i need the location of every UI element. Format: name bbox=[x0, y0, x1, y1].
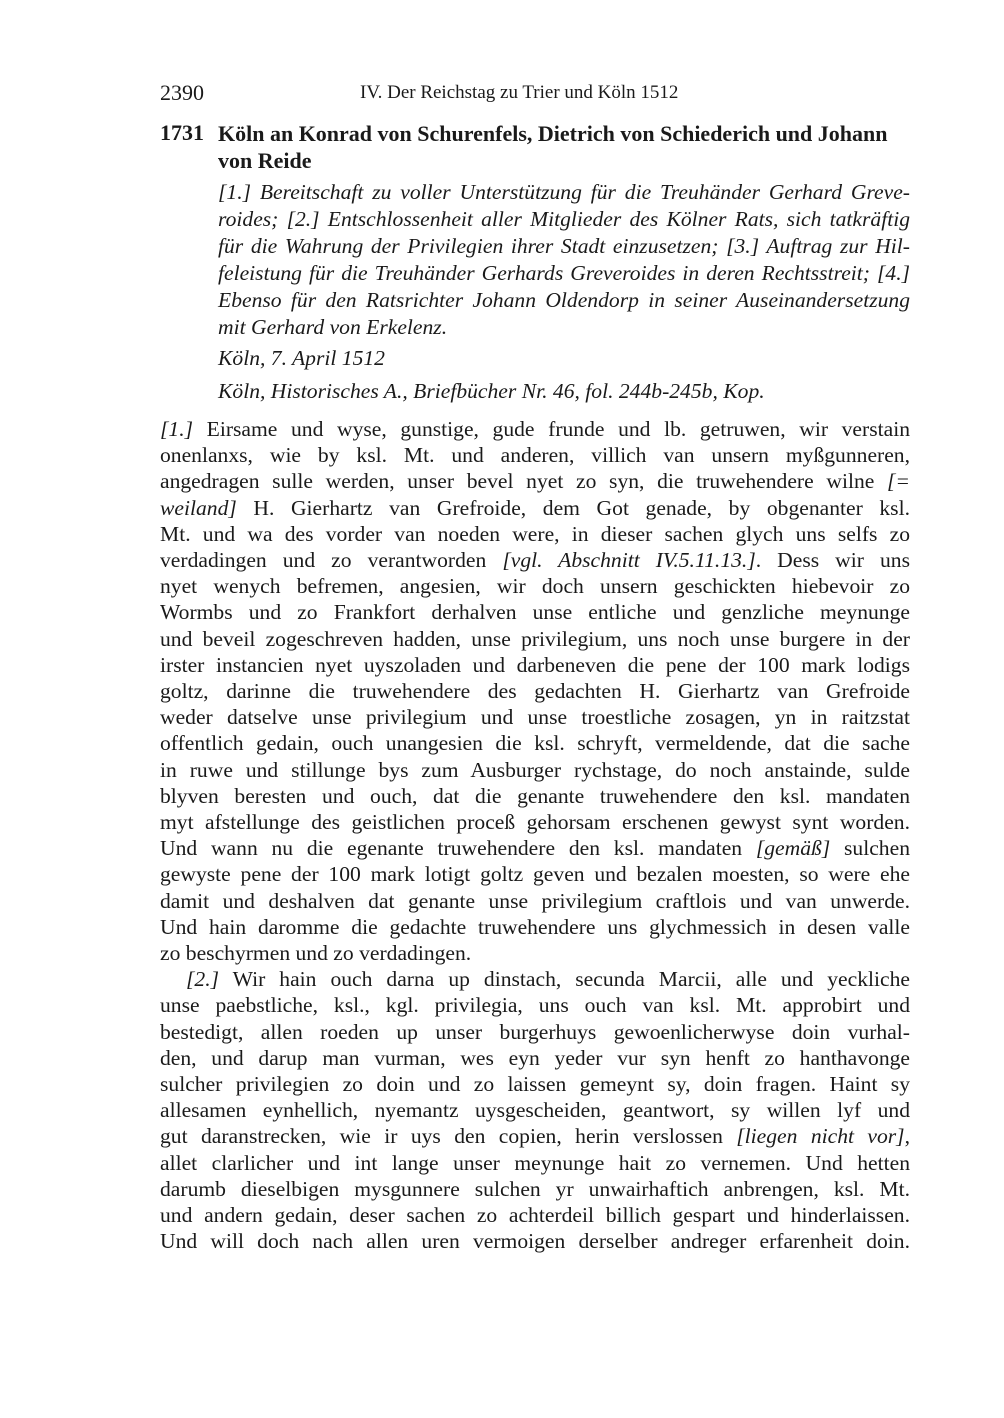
regest-line: Ebenso für den Ratsrichter Johann Oldendorp in seiner Auseinandersetzung bbox=[218, 288, 910, 312]
text-segment: weder datselve unse privilegium und unse troestliche zosagen, yn in raitzstat bbox=[160, 705, 910, 730]
text-segment: und beveil zogeschreven hadden, unse privilegium, uns noch unse burgere in der bbox=[160, 626, 910, 651]
body-line bbox=[160, 627, 910, 652]
body-line bbox=[160, 1046, 910, 1071]
body-line bbox=[160, 941, 910, 966]
text-segment: angedragen sulle werden, unser bevel nyet zo syn, die truwehendere wilne bbox=[160, 469, 888, 494]
text-segment: blyven beresten und ouch, dat die genante truwehendere den ksl. mandaten bbox=[160, 783, 910, 808]
body-line bbox=[160, 1020, 910, 1045]
text-segment: Mt. und wa des vorder van noeden were, in dieser sachen glych uns selfs zo bbox=[160, 521, 910, 546]
body-line bbox=[160, 836, 910, 861]
text-segment: irster instancien nyet uyszoladen und darbeneven die pene der 100 mark lodigs bbox=[160, 652, 910, 677]
regest-line: feleistung für die Treuhänder Gerhards Greveroides in deren Rechtsstreit; [4.] bbox=[218, 261, 910, 285]
editorial-note: weiland] bbox=[160, 495, 237, 520]
body-line bbox=[160, 731, 910, 756]
text-segment: H. Gierhartz van Grefroide, dem Got genade, by obgenanter ksl. bbox=[236, 495, 910, 520]
body-line bbox=[160, 993, 910, 1018]
text-segment: , bbox=[904, 1124, 910, 1149]
body-line bbox=[160, 600, 910, 625]
page-number: 2390 bbox=[160, 80, 204, 105]
entry-number: 1731 bbox=[160, 120, 204, 145]
text-segment: myt afstellunge des geistlichen proceß gehorsam erschenen gewyst synt worden. bbox=[160, 810, 910, 834]
body-line bbox=[160, 705, 910, 730]
body-line bbox=[160, 784, 910, 809]
text-segment: allesamen eynhellich, nyemantz uysgescheiden, geantwort, sy willen lyf und bbox=[160, 1098, 910, 1123]
text-segment: den, und darup man vurman, wes eyn yeder vur syn henft zo hanthavonge bbox=[160, 1045, 910, 1070]
running-title: IV. Der Reichstag zu Trier und Köln 1512 bbox=[360, 82, 679, 103]
regest-line: roides; [2.] Entschlossenheit aller Mitglieder des Kölner Rats, sich tatkräftig bbox=[218, 207, 910, 231]
body-line bbox=[160, 1124, 910, 1149]
body-line bbox=[160, 548, 910, 573]
entry-title-line: von Reide bbox=[218, 148, 312, 173]
text-segment: Wir hain ouch darna up dinstach, secunda Marcii, alle und yeckliche bbox=[219, 967, 910, 992]
editorial-note: [1.] bbox=[160, 417, 194, 441]
entry-source: Köln, Historisches A., Briefbücher Nr. 46, fol. 244b-245b, Kop. bbox=[218, 379, 765, 403]
regest-line: für die Wahrung der Privilegien ihrer Stadt einzusetzen; [3.] Auftrag zur Hil- bbox=[218, 234, 910, 258]
text-segment: verdadingen und zo verantworden bbox=[160, 548, 503, 572]
body-line bbox=[160, 496, 910, 521]
text-segment: Und hain daromme die gedachte truwehendere uns glychmessich in desen valle bbox=[160, 914, 910, 939]
text-segment: gewyste pene der 100 mark lotigt goltz geven und bezalen moesten, so were ehe bbox=[160, 862, 910, 887]
editorial-note: [vgl. Abschnitt IV.5.11.13.] bbox=[502, 548, 756, 572]
text-segment: gut daranstrecken, wie ir uys den copien, herin verslossen bbox=[160, 1124, 737, 1149]
body-line bbox=[160, 862, 910, 887]
editorial-note: [= bbox=[887, 469, 910, 494]
text-segment: nyet wenych befremen, angesien, wir doch unsern geschickten hiebevoir zo bbox=[160, 574, 910, 599]
body-line bbox=[160, 469, 910, 494]
body-line bbox=[160, 1072, 910, 1097]
text-segment: und andern gedain, deser sachen zo achterdeil billich gespart und hinderlaissen. bbox=[160, 1203, 910, 1227]
text-segment: unse paebstliche, ksl., kgl. privilegia, uns ouch van ksl. Mt. approbirt und bbox=[160, 993, 910, 1018]
text-segment: goltz, darinne die truwehendere des gedachten H. Gierhartz van Grefroide bbox=[160, 679, 910, 703]
body-line bbox=[186, 967, 910, 992]
text-segment: Wormbs und zo Frankfort derhalven unse entliche und genzliche meynunge bbox=[160, 600, 910, 625]
regest-line: [1.] Bereitschaft zu voller Unterstützung für die Treuhänder Gerhard Greve- bbox=[218, 180, 910, 204]
body-line bbox=[160, 758, 910, 783]
text-segment: zo beschyrmen und zo verdadingen. bbox=[160, 941, 472, 965]
text-segment: in ruwe und stillunge bys zum Ausburger rychstage, do noch anstainde, sulde bbox=[160, 757, 910, 782]
editorial-note: [2.] bbox=[186, 967, 220, 992]
body-line bbox=[160, 889, 910, 914]
text-segment: darumb dieselbigen mysgunnere sulchen yr unwairhaftich anbrengen, ksl. Mt. bbox=[160, 1176, 910, 1201]
text-segment: damit und deshalven dat genante unse privilegium craftlois und van unwerde. bbox=[160, 888, 910, 913]
body-line bbox=[160, 522, 910, 547]
body-line bbox=[160, 653, 910, 678]
body-line bbox=[160, 1229, 910, 1254]
body-line bbox=[160, 1203, 910, 1228]
text-segment: sulchen bbox=[830, 836, 910, 861]
body-line bbox=[160, 915, 910, 940]
text-segment: Und wann nu die egenante truwehendere den ksl. mandaten bbox=[160, 836, 756, 861]
text-segment: onenlanxs, wie by ksl. Mt. und anderen, villich van unsern myßgunneren, bbox=[160, 443, 910, 468]
body-line bbox=[160, 1098, 910, 1123]
body-line bbox=[160, 1151, 910, 1176]
regest-line: mit Gerhard von Erkelenz. bbox=[218, 315, 448, 339]
body-line bbox=[160, 417, 910, 442]
text-segment: Und will doch nach allen uren vermoigen derselber andreger erfarenheit doin. bbox=[160, 1229, 910, 1254]
text-segment: allet clarlicher und int lange unser meynunge hait zo vernemen. Und hetten bbox=[160, 1150, 910, 1175]
body-line bbox=[160, 443, 910, 468]
entry-title-line: Köln an Konrad von Schurenfels, Dietrich von Schiederich und Johann bbox=[218, 121, 888, 146]
body-line bbox=[160, 1177, 910, 1202]
text-segment: . Dess wir uns bbox=[755, 548, 910, 572]
editorial-note: [liegen nicht vor] bbox=[736, 1124, 905, 1149]
editorial-note: [gemäß] bbox=[755, 836, 831, 861]
body-line bbox=[160, 810, 910, 835]
body-line bbox=[160, 679, 910, 704]
text-segment: bestedigt, allen roeden up unser burgerhuys gewoenlicherwyse doin vurhal- bbox=[160, 1019, 910, 1044]
entry-date: Köln, 7. April 1512 bbox=[218, 346, 385, 370]
text-segment: sulcher privilegien zo doin und zo laissen gemeynt sy, doin fragen. Haint sy bbox=[160, 1072, 910, 1096]
text-segment: offentlich gedain, ouch unangesien die ksl. schryft, vermeldende, dat die sache bbox=[160, 731, 910, 756]
body-line bbox=[160, 574, 910, 599]
text-segment: Eirsame und wyse, gunstige, gude frunde und lb. getruwen, wir verstain bbox=[193, 417, 910, 441]
